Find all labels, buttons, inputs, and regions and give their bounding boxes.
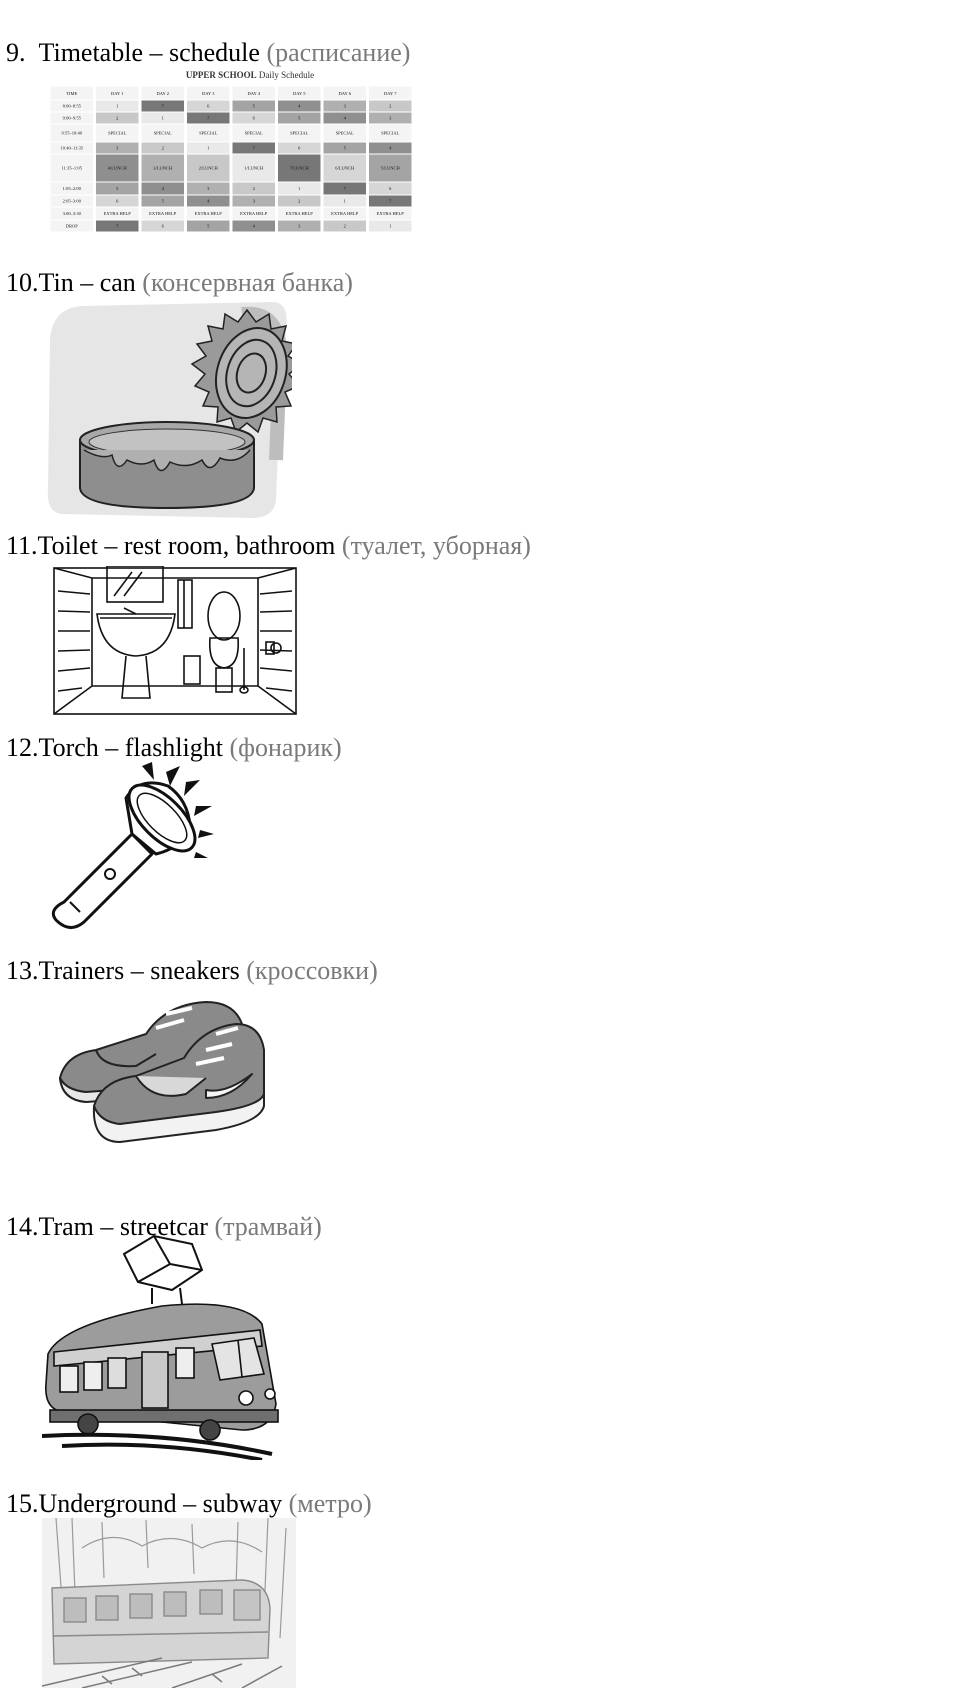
schedule-cell: 5 bbox=[343, 145, 346, 151]
schedule-cell: 2 bbox=[161, 145, 164, 151]
schedule-cell: 4 bbox=[298, 103, 301, 109]
entry-number: 14. bbox=[6, 1212, 39, 1241]
entry-russian-translation: (кроссовки) bbox=[246, 956, 378, 985]
flashlight-illustration bbox=[40, 762, 230, 934]
entry-dash: – bbox=[100, 1212, 114, 1241]
schedule-cell: 1 bbox=[207, 145, 210, 151]
schedule-cell: 2 bbox=[298, 198, 301, 204]
schedule-column-header: DAY 7 bbox=[383, 91, 397, 96]
entry-number: 9. bbox=[6, 38, 26, 67]
schedule-cell: 1:05–2:00 bbox=[62, 186, 81, 192]
entry-heading-tin bbox=[6, 268, 353, 298]
tin-can-illustration bbox=[42, 300, 292, 522]
entry-american-term: subway bbox=[202, 1489, 283, 1518]
schedule-cell: SPECIAL bbox=[199, 130, 218, 136]
schedule-cell: SPECIAL bbox=[290, 130, 309, 136]
entry-russian-translation: (фонарик) bbox=[229, 733, 342, 762]
schedule-cell: 1 bbox=[116, 103, 119, 109]
schedule-cell: 7 bbox=[161, 103, 164, 109]
schedule-cell: 3/LUNCH bbox=[153, 165, 173, 171]
schedule-table-image bbox=[50, 68, 450, 256]
schedule-cell: 5 bbox=[298, 115, 301, 121]
schedule-column-header: DAY 3 bbox=[201, 91, 215, 96]
schedule-cell: 7 bbox=[116, 223, 119, 229]
entry-russian-translation: (трамвай) bbox=[214, 1212, 322, 1241]
entry-heading-torch bbox=[6, 733, 342, 763]
schedule-cell: 6 bbox=[116, 198, 119, 204]
entry-british-term: Timetable bbox=[38, 38, 143, 67]
schedule-column-header: DAY 6 bbox=[338, 91, 352, 96]
schedule-cell: 6/LUNCH bbox=[335, 165, 355, 171]
entry-dash: – bbox=[105, 733, 119, 762]
entry-number: 11. bbox=[6, 531, 38, 560]
entry-american-term: can bbox=[99, 268, 136, 297]
svg-text:UPPER SCHOOL Daily Schedul bbox=[186, 70, 314, 80]
schedule-cell: 4 bbox=[207, 198, 210, 204]
entry-heading-timetable bbox=[6, 38, 410, 68]
schedule-column-header: DAY 5 bbox=[292, 91, 306, 96]
schedule-cell: EXTRA HELP bbox=[149, 211, 177, 217]
schedule-cell: EXTRA HELP bbox=[376, 211, 404, 217]
schedule-cell: 1 bbox=[161, 115, 164, 121]
schedule-cell: EXTRA HELP bbox=[285, 211, 313, 217]
entry-russian-translation: (метро) bbox=[288, 1489, 372, 1518]
schedule-column-header: TIME bbox=[66, 91, 78, 96]
schedule-cell: 5 bbox=[116, 186, 119, 192]
schedule-cell: 10:40–11:35 bbox=[60, 145, 84, 151]
schedule-title-school: UPPER SCHOOL bbox=[185, 70, 257, 80]
sneakers-illustration bbox=[56, 994, 266, 1150]
schedule-cell: 6 bbox=[252, 115, 255, 121]
entry-heading-trainers bbox=[6, 956, 378, 986]
entry-british-term: Torch bbox=[38, 733, 99, 762]
entry-heading-underground bbox=[6, 1489, 372, 1519]
schedule-cell: 4 bbox=[389, 145, 392, 151]
schedule-cell: 2 bbox=[389, 103, 392, 109]
schedule-cell: 1/LUNCH bbox=[244, 165, 264, 171]
schedule-cell: 5 bbox=[252, 103, 255, 109]
entry-american-term: rest room, bathroom bbox=[123, 531, 336, 560]
schedule-cell: 6 bbox=[389, 186, 392, 192]
schedule-cell: 4/LUNCH bbox=[107, 165, 127, 171]
schedule-grid bbox=[50, 86, 412, 232]
schedule-cell: 8:00–8:55 bbox=[62, 103, 81, 109]
schedule-cell: 4 bbox=[161, 186, 164, 192]
schedule-cell: DROP bbox=[65, 223, 78, 229]
tram-illustration bbox=[42, 1234, 292, 1460]
entry-heading-toilet bbox=[6, 531, 531, 561]
schedule-cell: SPECIAL bbox=[335, 130, 354, 136]
schedule-cell: 2 bbox=[343, 223, 346, 229]
entry-number: 13. bbox=[6, 956, 39, 985]
schedule-cell: SPECIAL bbox=[108, 130, 127, 136]
schedule-cell: SPECIAL bbox=[153, 130, 172, 136]
entry-russian-translation: (расписание) bbox=[266, 38, 411, 67]
schedule-cell: 4 bbox=[252, 223, 255, 229]
schedule-cell: 9:55–10:40 bbox=[61, 130, 83, 136]
subway-illustration bbox=[42, 1518, 296, 1688]
schedule-cell: EXTRA HELP bbox=[194, 211, 222, 217]
schedule-cell: 7 bbox=[343, 186, 346, 192]
entry-dash: – bbox=[80, 268, 94, 297]
schedule-cell: 3:00–3:30 bbox=[62, 211, 81, 217]
schedule-column-header: DAY 4 bbox=[247, 91, 261, 96]
entry-american-term: flashlight bbox=[124, 733, 223, 762]
schedule-cell: 6 bbox=[207, 103, 210, 109]
schedule-column-header: DAY 2 bbox=[156, 91, 170, 96]
entry-american-term: schedule bbox=[168, 38, 260, 67]
schedule-cell: 2 bbox=[116, 115, 119, 121]
schedule-cell: 6 bbox=[161, 223, 164, 229]
entry-british-term: Tin bbox=[38, 268, 74, 297]
schedule-cell: 3 bbox=[116, 145, 119, 151]
entry-british-term: Toilet bbox=[37, 531, 98, 560]
entry-dash: – bbox=[104, 531, 118, 560]
schedule-cell: EXTRA HELP bbox=[103, 211, 131, 217]
schedule-cell: 5/LUNCH bbox=[380, 165, 400, 171]
schedule-cell: 1 bbox=[389, 223, 392, 229]
entry-number: 12. bbox=[6, 733, 39, 762]
entry-dash: – bbox=[130, 956, 144, 985]
entry-american-term: sneakers bbox=[150, 956, 240, 985]
entry-number: 10. bbox=[6, 268, 39, 297]
schedule-cell: 3 bbox=[389, 115, 392, 121]
entry-british-term: Trainers bbox=[38, 956, 125, 985]
schedule-cell: 3 bbox=[207, 186, 210, 192]
schedule-cell: 7 bbox=[207, 115, 210, 121]
schedule-cell: EXTRA HELP bbox=[331, 211, 359, 217]
schedule-cell: 2:05–3:00 bbox=[62, 198, 81, 204]
schedule-cell: 1 bbox=[343, 198, 346, 204]
entry-russian-translation: (консервная банка) bbox=[142, 268, 353, 297]
schedule-cell: 3 bbox=[343, 103, 346, 109]
schedule-cell: 11:35–1:05 bbox=[61, 165, 82, 171]
schedule-cell: 7/LUNCH bbox=[289, 165, 309, 171]
schedule-cell: 1 bbox=[298, 186, 301, 192]
entry-number: 15. bbox=[6, 1489, 39, 1518]
entry-dash: – bbox=[149, 38, 163, 67]
schedule-cell: 7 bbox=[252, 145, 255, 151]
schedule-cell: 6 bbox=[298, 145, 301, 151]
schedule-cell: 5 bbox=[161, 198, 164, 204]
entry-dash: – bbox=[183, 1489, 197, 1518]
schedule-cell: 3 bbox=[252, 198, 255, 204]
schedule-title-rest: Daily Schedule bbox=[258, 70, 315, 80]
schedule-column-header: DAY 1 bbox=[110, 91, 124, 96]
schedule-cell: 2/LUNCH bbox=[198, 165, 218, 171]
schedule-cell: 7 bbox=[389, 198, 392, 204]
schedule-cell: SPECIAL bbox=[381, 130, 400, 136]
schedule-cell: EXTRA HELP bbox=[240, 211, 268, 217]
schedule-cell: SPECIAL bbox=[244, 130, 263, 136]
bathroom-illustration bbox=[52, 566, 298, 716]
entry-british-term: Underground bbox=[38, 1489, 177, 1518]
schedule-cell: 5 bbox=[207, 223, 210, 229]
entry-american-term: streetcar bbox=[119, 1212, 208, 1241]
schedule-cell: 2 bbox=[252, 186, 255, 192]
schedule-cell: 3 bbox=[298, 223, 301, 229]
entry-russian-translation: (туалет, уборная) bbox=[341, 531, 531, 560]
schedule-cell: 9:00–9:55 bbox=[62, 115, 81, 121]
entry-british-term: Tram bbox=[38, 1212, 94, 1241]
schedule-cell: 4 bbox=[343, 115, 346, 121]
